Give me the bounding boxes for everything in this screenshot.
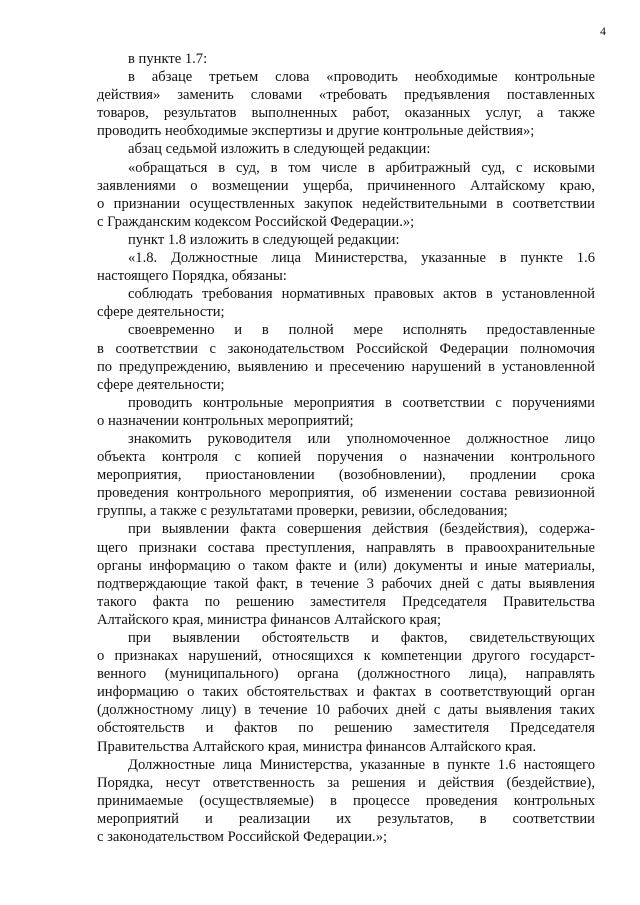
text-line: товаров, результатов выполненных работ, оказанных услуг, а также bbox=[97, 105, 595, 122]
text-line: по предупреждению, выявлению и пресечению нарушений в установленной bbox=[97, 358, 595, 375]
text-line: заявлениями о возмещении ущерба, причиненного Алтайскому краю, bbox=[97, 177, 595, 194]
text-line: Порядка, несут ответственность за решения и действия (бездействие), bbox=[97, 774, 595, 791]
text-line: венного (муниципального) органа (должностного лица), направлять bbox=[97, 666, 595, 683]
text-line: с Гражданским кодексом Российской Федерации.»; bbox=[97, 213, 415, 230]
text-line: абзац седьмой изложить в следующей редакции: bbox=[128, 141, 431, 158]
text-line: такого факта по решению заместителя Председателя Правительства bbox=[97, 593, 595, 610]
text-line: о признании осуществленных закупок недействительными в соответствии bbox=[97, 195, 595, 212]
text-line: проводить контрольные мероприятия в соответствии с поручениями bbox=[128, 394, 595, 411]
text-line: о назначении контрольных мероприятий; bbox=[97, 412, 354, 429]
text-line: принимаемые (осуществляемые) в процессе проведения контрольных bbox=[97, 792, 595, 809]
text-line: сфере деятельности; bbox=[97, 376, 225, 393]
text-line: знакомить руководителя или уполномоченное должностное лицо bbox=[128, 430, 595, 447]
text-line: в соответствии с законодательством Российской Федерации полномочия bbox=[97, 340, 595, 357]
text-line: своевременно и в полной мере исполнять предоставленные bbox=[128, 322, 595, 339]
text-line: объекта контроля с копией поручения о назначении контрольного bbox=[97, 449, 595, 466]
text-line: о признаках нарушений, относящихся к компетенции другого государст- bbox=[97, 648, 595, 665]
text-line: Правительства Алтайского края, министра финансов Алтайского края. bbox=[97, 738, 537, 755]
text-line: с законодательством Российской Федерации.»; bbox=[97, 829, 388, 846]
text-line: сфере деятельности; bbox=[97, 304, 225, 321]
text-line: проведения контрольного мероприятия, об изменении состава ревизионной bbox=[97, 485, 595, 502]
text-line: проводить необходимые экспертизы и другие контрольные действия»; bbox=[97, 123, 535, 140]
text-line: настоящего Порядка, обязаны: bbox=[97, 268, 287, 285]
text-line: «1.8. Должностные лица Министерства, указанные в пункте 1.6 bbox=[128, 250, 595, 267]
text-line: щего признаки состава преступления, направлять в правоохранительные bbox=[97, 539, 595, 556]
text-line: действия» заменить словами «требовать предъявления поставленных bbox=[97, 87, 595, 104]
text-line: обстоятельств и фактов по решению заместителя Председателя bbox=[97, 720, 595, 737]
text-line: мероприятия, приостановлении (возобновлении), продлении срока bbox=[97, 467, 595, 484]
text-line: Должностные лица Министерства, указанные в пункте 1.6 настоящего bbox=[128, 756, 595, 773]
text-line: мероприятий и реализации их результатов, в соответствии bbox=[97, 810, 595, 827]
text-line: Алтайского края, министра финансов Алтайского края; bbox=[97, 611, 442, 628]
text-line: органы информацию о таком факте и (или) документы и иные материалы, bbox=[97, 557, 595, 574]
text-line: при выявлении обстоятельств и фактов, свидетельствующих bbox=[128, 630, 595, 646]
text-line: соблюдать требования нормативных правовых актов в установленной bbox=[128, 286, 595, 303]
text-line: подтверждающие такой факт, в течение 3 рабочих дней с даты выявления bbox=[97, 575, 595, 592]
text-line: пункт 1.8 изложить в следующей редакции: bbox=[128, 231, 400, 248]
page-number: 4 bbox=[600, 24, 606, 38]
text-line: при выявлении факта совершения действия (бездействия), содержа- bbox=[128, 521, 595, 538]
text-line: группы, а также с результатами проверки, ревизии, обследования; bbox=[97, 503, 508, 520]
text-line: (должностному лицу) в течение 10 рабочих дней с даты выявления таких bbox=[97, 702, 595, 719]
text-line: «обращаться в суд, в том числе в арбитражный суд, с исковыми bbox=[128, 159, 595, 176]
document-body bbox=[97, 50, 595, 846]
text-line: в пункте 1.7: bbox=[128, 51, 208, 67]
text-line: в абзаце третьем слова «проводить необходимые контрольные bbox=[128, 69, 595, 86]
text-line: информацию о таких обстоятельствах и фактах в соответствующий орган bbox=[97, 684, 595, 701]
